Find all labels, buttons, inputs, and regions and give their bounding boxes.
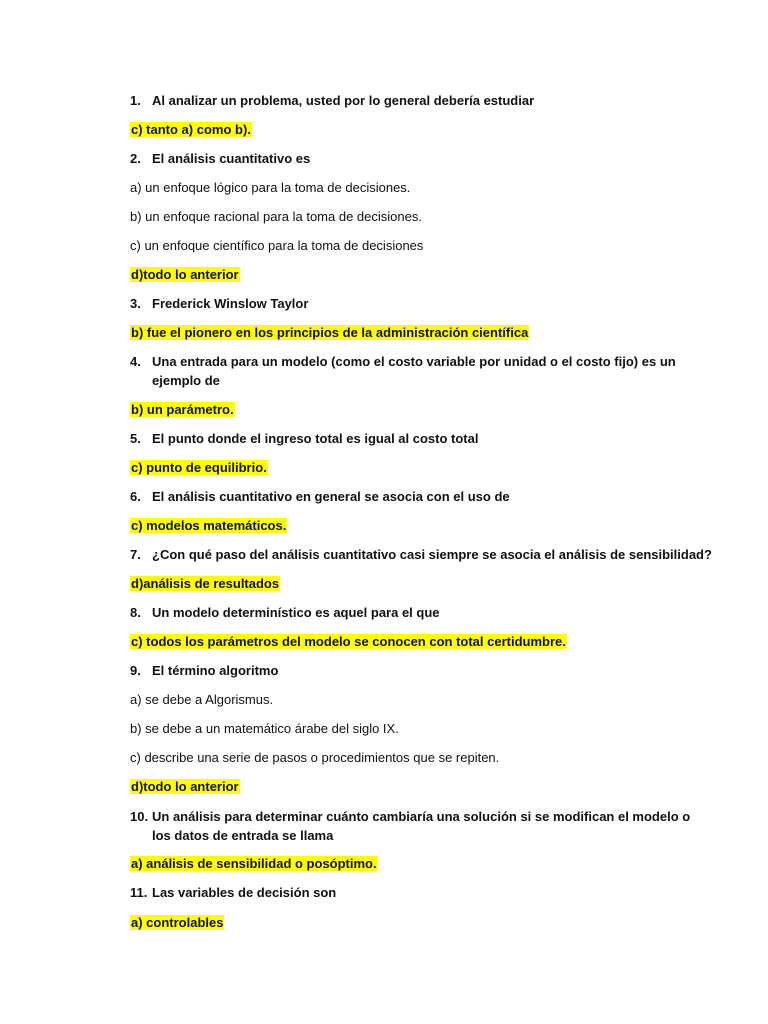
- answer-10: [130, 855, 378, 872]
- option-2c: c) un enfoque científico para la toma de decisiones: [130, 238, 424, 253]
- highlighted-answer: a) controlables: [131, 915, 224, 930]
- highlighted-answer: b) fue el pionero en los principios de la administración científica: [131, 325, 529, 340]
- highlighted-answer: c) modelos matemáticos.: [131, 518, 287, 533]
- question-text: Al analizar un problema, usted por lo general debería estudiar: [152, 93, 535, 108]
- question-number: 11.: [130, 885, 148, 900]
- question-text-continuation: los datos de entrada se llama: [152, 828, 334, 843]
- question-text: Frederick Winslow Taylor: [152, 296, 309, 311]
- answer-7: [130, 575, 280, 592]
- highlighted-answer: d)análisis de resultados: [131, 576, 280, 591]
- highlighted-answer: a) análisis de sensibilidad o posóptimo.: [131, 856, 377, 871]
- question-text: Las variables de decisión son: [152, 885, 337, 900]
- question-text: El análisis cuantitativo en general se asocia con el uso de: [152, 489, 510, 504]
- question-number: 3.: [130, 296, 141, 311]
- question-text: El punto donde el ingreso total es igual al costo total: [152, 431, 479, 446]
- question-number: 8.: [130, 605, 141, 620]
- question-number: 9.: [130, 663, 141, 678]
- highlighted-answer: c) punto de equilibrio.: [131, 460, 267, 475]
- question-number: 6.: [130, 489, 141, 504]
- question-text: Una entrada para un modelo (como el costo variable por unidad o el costo fijo) es un: [152, 354, 676, 369]
- answer-9: [130, 778, 240, 795]
- option-2b: b) un enfoque racional para la toma de decisiones.: [130, 209, 422, 224]
- question-number: 2.: [130, 151, 141, 166]
- question-text: Un análisis para determinar cuánto cambiaría una solución si se modifican el modelo o: [152, 809, 691, 824]
- question-text: Un modelo determinístico es aquel para el que: [152, 605, 440, 620]
- highlighted-answer: b) un parámetro.: [131, 402, 234, 417]
- option-9a: a) se debe a Algorismus.: [130, 692, 274, 707]
- highlighted-answer: d)todo lo anterior: [131, 267, 239, 282]
- question-number: 4.: [130, 354, 141, 369]
- question-number: 1.: [130, 93, 141, 108]
- question-text: El análisis cuantitativo es: [152, 151, 311, 166]
- answer-1: [130, 121, 252, 138]
- highlighted-answer: c) tanto a) como b).: [131, 122, 251, 137]
- question-text: El término algoritmo: [152, 663, 279, 678]
- answer-5: [130, 459, 268, 476]
- question-text-continuation: ejemplo de: [152, 373, 220, 388]
- answer-2: [130, 266, 240, 283]
- answer-8: [130, 633, 567, 650]
- question-text: ¿Con qué paso del análisis cuantitativo casi siempre se asocia el análisis de sensibilidad?: [152, 547, 712, 562]
- answer-6: [130, 517, 287, 534]
- question-number: 7.: [130, 547, 141, 562]
- answer-3: [130, 324, 529, 341]
- question-number: 10.: [130, 809, 149, 824]
- answer-11: [130, 914, 224, 931]
- highlighted-answer: c) todos los parámetros del modelo se conocen con total certidumbre.: [131, 634, 566, 649]
- question-number: 5.: [130, 431, 141, 446]
- highlighted-answer: d)todo lo anterior: [131, 779, 239, 794]
- option-2a: a) un enfoque lógico para la toma de decisiones.: [130, 180, 411, 195]
- option-9c: c) describe una serie de pasos o procedimientos que se repiten.: [130, 750, 500, 765]
- answer-4: [130, 401, 235, 418]
- option-9b: b) se debe a un matemático árabe del siglo IX.: [130, 721, 399, 736]
